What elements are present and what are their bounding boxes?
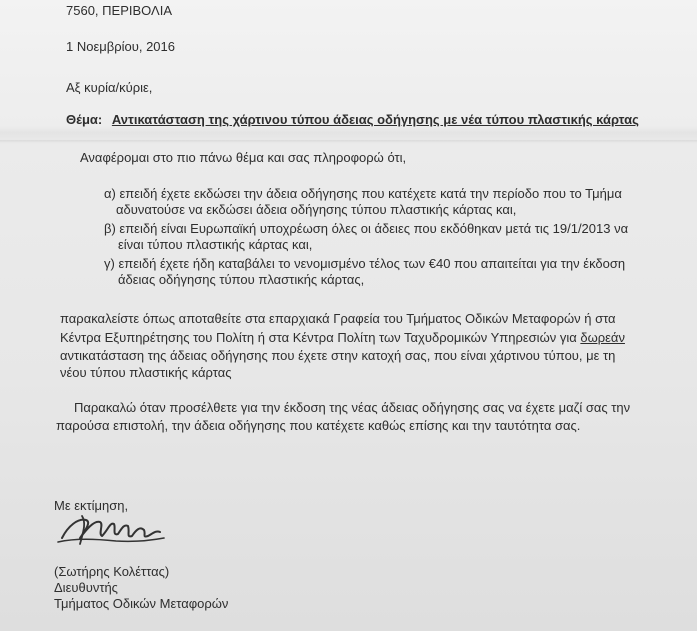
subject-label: Θέμα: — [66, 112, 103, 127]
item-a-line1: α) επειδή έχετε εκδώσει την άδεια οδήγησης που κατέχετε κατά την περίοδο που το Τμήμα — [104, 186, 622, 201]
signatory-title: Διευθυντής — [54, 580, 118, 595]
paragraph1-line2-text: Κέντρα Εξυπηρέτησης του Πολίτη ή στα Κέντρα Πολίτη των Ταχυδρομικών Υπηρεσιών για — [60, 330, 581, 345]
subject-line — [66, 112, 639, 127]
item-a-line2: αδυνατούσε να εκδώσει άδεια οδήγησης τύπου πλαστικής κάρτας και, — [116, 202, 517, 217]
paper-fold-shadow — [0, 140, 697, 143]
postal-line: 7560, ΠΕΡΙΒΟΛΙΑ — [66, 3, 172, 18]
closing-phrase: Με εκτίμηση, — [54, 498, 129, 513]
subject-text: Αντικατάσταση της χάρτινου τύπου άδειας οδήγησης με νέα τύπου πλαστικής κάρτας — [111, 112, 639, 127]
signatory-name: (Σωτήρης Κολέττας) — [54, 564, 170, 579]
paragraph1-line4: νέου τύπου πλαστικής κάρτας — [60, 365, 232, 380]
item-c-line2: άδειας οδήγησης τύπου πλαστικής κάρτας, — [118, 272, 365, 287]
letter-date: 1 Νοεμβρίου, 2016 — [66, 39, 175, 54]
paragraph1-line1: παρακαλείστε όπως αποταθείτε στα επαρχιακά Γραφεία του Τμήματος Οδικών Μεταφορών ή στα — [60, 311, 616, 326]
intro-text: Αναφέρομαι στο πιο πάνω θέμα και σας πληροφορώ ότι, — [80, 150, 407, 165]
salutation: Αξ κυρία/κύριε, — [66, 80, 153, 95]
signatory-department: Τμήματος Οδικών Μεταφορών — [54, 596, 229, 611]
paragraph1-line3: αντικατάσταση της άδειας οδήγησης που έχετε στην κατοχή σας, που είναι χάρτινου τύπου, με τη — [60, 348, 616, 363]
paragraph2-line2: παρούσα επιστολή, την άδεια οδήγησης που κατέχετε καθώς επίσης και την ταυτότητα σας. — [56, 418, 581, 433]
handwritten-signature — [56, 508, 168, 552]
free-of-charge-emphasis: δωρεάν — [580, 330, 625, 345]
paragraph2-line1: Παρακαλώ όταν προσέλθετε για την έκδοση της νέας άδειας οδήγησης σας να έχετε μαζί σας την — [74, 400, 631, 415]
item-b-line2: είναι τύπου πλαστικής κάρτας και, — [118, 237, 313, 252]
item-c-line1: γ) επειδή έχετε ήδη καταβάλει το νενομισμένο τέλος των €40 που απαιτείται για την έκδοση — [104, 256, 626, 271]
paragraph1-line2 — [60, 330, 625, 345]
item-b-line1: β) επειδή είναι Ευρωπαϊκή υποχρέωση όλες οι άδειες που εκδόθηκαν μετά τις 19/1/2013 να — [104, 221, 629, 236]
